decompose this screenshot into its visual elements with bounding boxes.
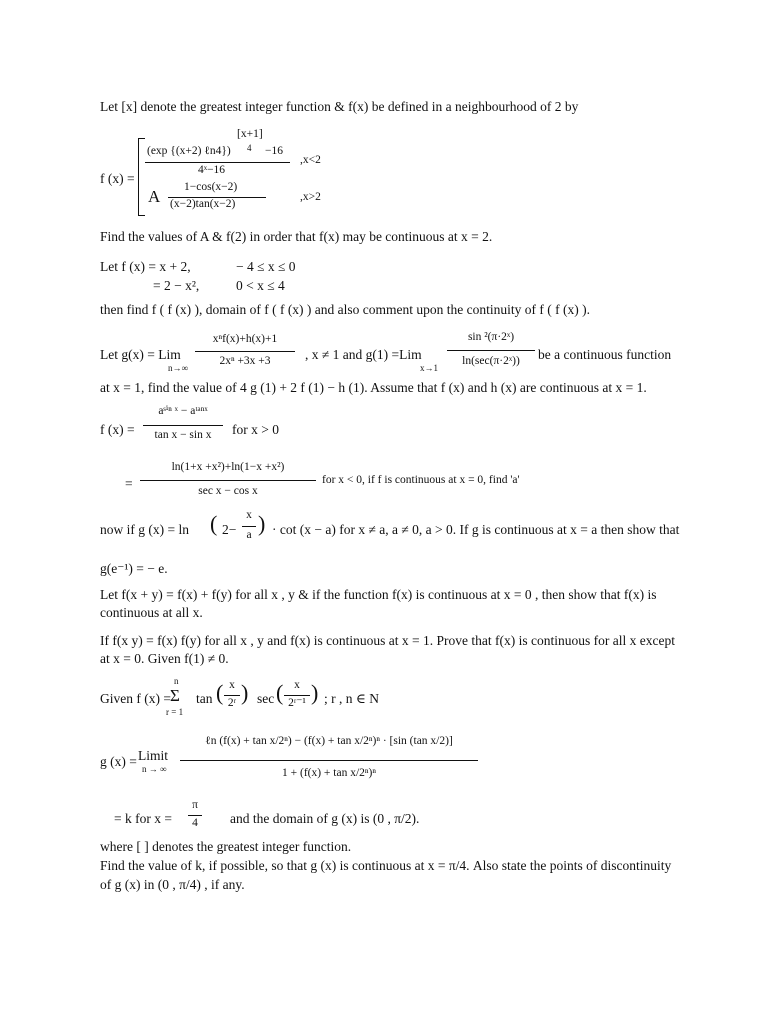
problem4-paren-open: ( bbox=[210, 511, 218, 536]
problem6-line1: If f(x y) = f(x) f(y) for all x , y and f(x) is continuous at x = 1. Prove that f(x) is continuous for all x except bbox=[100, 633, 675, 648]
problem3-bar2 bbox=[447, 350, 535, 351]
problem4-xa-den: a bbox=[246, 529, 252, 541]
problem2-line2-def: = 2 − x², bbox=[153, 278, 200, 293]
problem7-g-numerator: ℓn (f(x) + tan x/2ⁿ) − (f(x) + tan x/2ⁿ)ⁿ · [sin (tan x/2)] bbox=[205, 735, 453, 747]
problem7-g-denominator: 1 + (f(x) + tan x/2ⁿ)ⁿ bbox=[282, 767, 376, 779]
problem4-bar2 bbox=[140, 480, 316, 481]
problem1-intro: Let [x] denote the greatest integer function & f(x) be defined in a neighbourhood of 2 by bbox=[100, 99, 579, 114]
case1-numerator-tail: −16 bbox=[265, 145, 283, 157]
piecewise-brace bbox=[138, 138, 145, 216]
problem7-g-bar bbox=[180, 760, 478, 761]
problem7-question2: of g (x) in (0 , π/4) , if any. bbox=[100, 877, 245, 892]
problem4-tail: · cot (x − a) for x ≠ a, a ≠ 0, a > 0. If g is continuous at x = a then show that bbox=[272, 522, 680, 537]
problem6-line2: at x = 0. Given f(1) ≠ 0. bbox=[100, 651, 229, 666]
exponent-four: 4 bbox=[247, 143, 252, 153]
problem4-two: 2− bbox=[222, 522, 237, 537]
problem7-sec-den: 2ʳ⁻¹ bbox=[288, 697, 306, 709]
case2-denominator: (x−2)tan(x−2) bbox=[170, 198, 236, 210]
problem7-sigma: Σ bbox=[170, 686, 180, 705]
exponent-floor: [x+1] bbox=[237, 128, 263, 140]
problem7-where: where [ ] denotes the greatest integer function. bbox=[100, 839, 352, 854]
problem3-den2: ln(sec(π·2ˣ)) bbox=[462, 355, 520, 367]
problem4-xa-bar bbox=[242, 526, 256, 527]
problem2-question: then find f ( f (x) ), domain of f ( f (x) ) and also comment upon the continuity of f ( f (x) ). bbox=[100, 302, 590, 317]
problem7-limit: Limit bbox=[138, 748, 168, 763]
problem7-domain: and the domain of g (x) is (0 , π/2). bbox=[230, 811, 420, 826]
problem4-bar bbox=[143, 425, 223, 426]
problem3-num: xⁿf(x)+h(x)+1 bbox=[212, 333, 278, 345]
problem2-line2-domain: 0 < x ≤ 4 bbox=[236, 278, 285, 293]
problem3-bar bbox=[195, 351, 295, 352]
problem7-tan-bar bbox=[224, 695, 240, 696]
problem3-den: 2xⁿ +3x +3 bbox=[219, 355, 271, 367]
problem3-limit-sub: n→∞ bbox=[168, 363, 188, 373]
problem4-cond2: for x < 0, if f is continuous at x = 0, find 'a' bbox=[322, 474, 520, 486]
problem4-cond1: for x > 0 bbox=[232, 422, 279, 437]
case2-constant: A bbox=[148, 187, 161, 206]
case2-numerator: 1−cos(x−2) bbox=[184, 181, 238, 193]
problem5-line2: continuous at all x. bbox=[100, 605, 203, 620]
problem7-four: 4 bbox=[192, 817, 198, 829]
problem7-pi: π bbox=[192, 799, 198, 811]
problem4-den: tan x − sin x bbox=[154, 429, 212, 441]
problem7-domain-n: ; r , n ∈ N bbox=[324, 691, 379, 706]
problem4-paren-close: ) bbox=[258, 511, 266, 536]
case1-fraction-bar bbox=[145, 162, 290, 163]
problem4-lhs: f (x) = bbox=[100, 422, 135, 437]
problem3-let: Let g(x) = Lim bbox=[100, 347, 181, 362]
problem1-lhs: f (x) = bbox=[100, 171, 135, 186]
problem3-num2: sin ²(π·2ˣ) bbox=[467, 331, 515, 343]
problem7-question1: Find the value of k, if possible, so that g (x) is continuous at x = π/4. Also state the points of discontinuity bbox=[100, 858, 672, 873]
problem3-limit-sub2: x→1 bbox=[420, 363, 438, 373]
problem7-tan: tan bbox=[196, 691, 213, 706]
problem7-pi-bar bbox=[188, 815, 202, 816]
problem4-den2: sec x − cos x bbox=[198, 485, 258, 497]
problem7-sec-num: x bbox=[294, 679, 300, 691]
problem2-line1-domain: − 4 ≤ x ≤ 0 bbox=[236, 259, 296, 274]
problem7-tan-paren-open: ( bbox=[216, 680, 224, 705]
case1-condition: ,x<2 bbox=[300, 154, 321, 166]
case2-condition: ,x>2 bbox=[300, 191, 321, 203]
problem4-result: g(e⁻¹) = − e. bbox=[100, 561, 168, 576]
problem3-tail: be a continuous function bbox=[538, 347, 672, 362]
problem4-num2: ln(1+x +x²)+ln(1−x +x²) bbox=[171, 461, 285, 473]
problem7-sec-paren-close: ) bbox=[311, 680, 319, 705]
problem7-tan-num: x bbox=[229, 679, 235, 691]
problem7-sum-bottom: r = 1 bbox=[166, 707, 184, 717]
problem4-eq: = bbox=[125, 476, 133, 491]
problem7-tan-paren-close: ) bbox=[241, 680, 249, 705]
problem3-question: at x = 1, find the value of 4 g (1) + 2 f (1) − h (1). Assume that f (x) and h (x) are continuous at x = 1. bbox=[100, 380, 647, 395]
problem7-sec-paren-open: ( bbox=[276, 680, 284, 705]
problem7-sum-top: n bbox=[174, 676, 179, 686]
problem4-xa-num: x bbox=[246, 509, 252, 521]
problem1-question: Find the values of A & f(2) in order that f(x) may be continuous at x = 2. bbox=[100, 229, 493, 244]
problem4-now: now if g (x) = ln bbox=[100, 522, 189, 537]
problem7-sec: sec bbox=[257, 691, 275, 706]
problem7-sec-bar bbox=[284, 695, 310, 696]
problem7-g-lhs: g (x) = bbox=[100, 754, 137, 769]
problem3-mid: , x ≠ 1 and g(1) =Lim bbox=[305, 347, 422, 362]
case1-numerator: (exp {(x+2) ℓn4}) bbox=[147, 145, 231, 157]
problem7-tan-den: 2ʳ bbox=[227, 697, 237, 709]
problem7-k-eq: = k for x = bbox=[114, 811, 172, 826]
problem5-line1: Let f(x + y) = f(x) + f(y) for all x , y & if the function f(x) is continuous at x = 0 , then show that f(x) is bbox=[100, 587, 657, 602]
problem2-line1-def: Let f (x) = x + 2, bbox=[100, 259, 191, 274]
problem7-given: Given f (x) = bbox=[100, 691, 171, 706]
problem7-limit-sub: n → ∞ bbox=[142, 764, 167, 774]
case1-denominator: 4ˣ−16 bbox=[198, 164, 226, 176]
problem4-num: aˢⁱⁿ ˣ − aᵗᵃⁿˣ bbox=[158, 405, 208, 417]
